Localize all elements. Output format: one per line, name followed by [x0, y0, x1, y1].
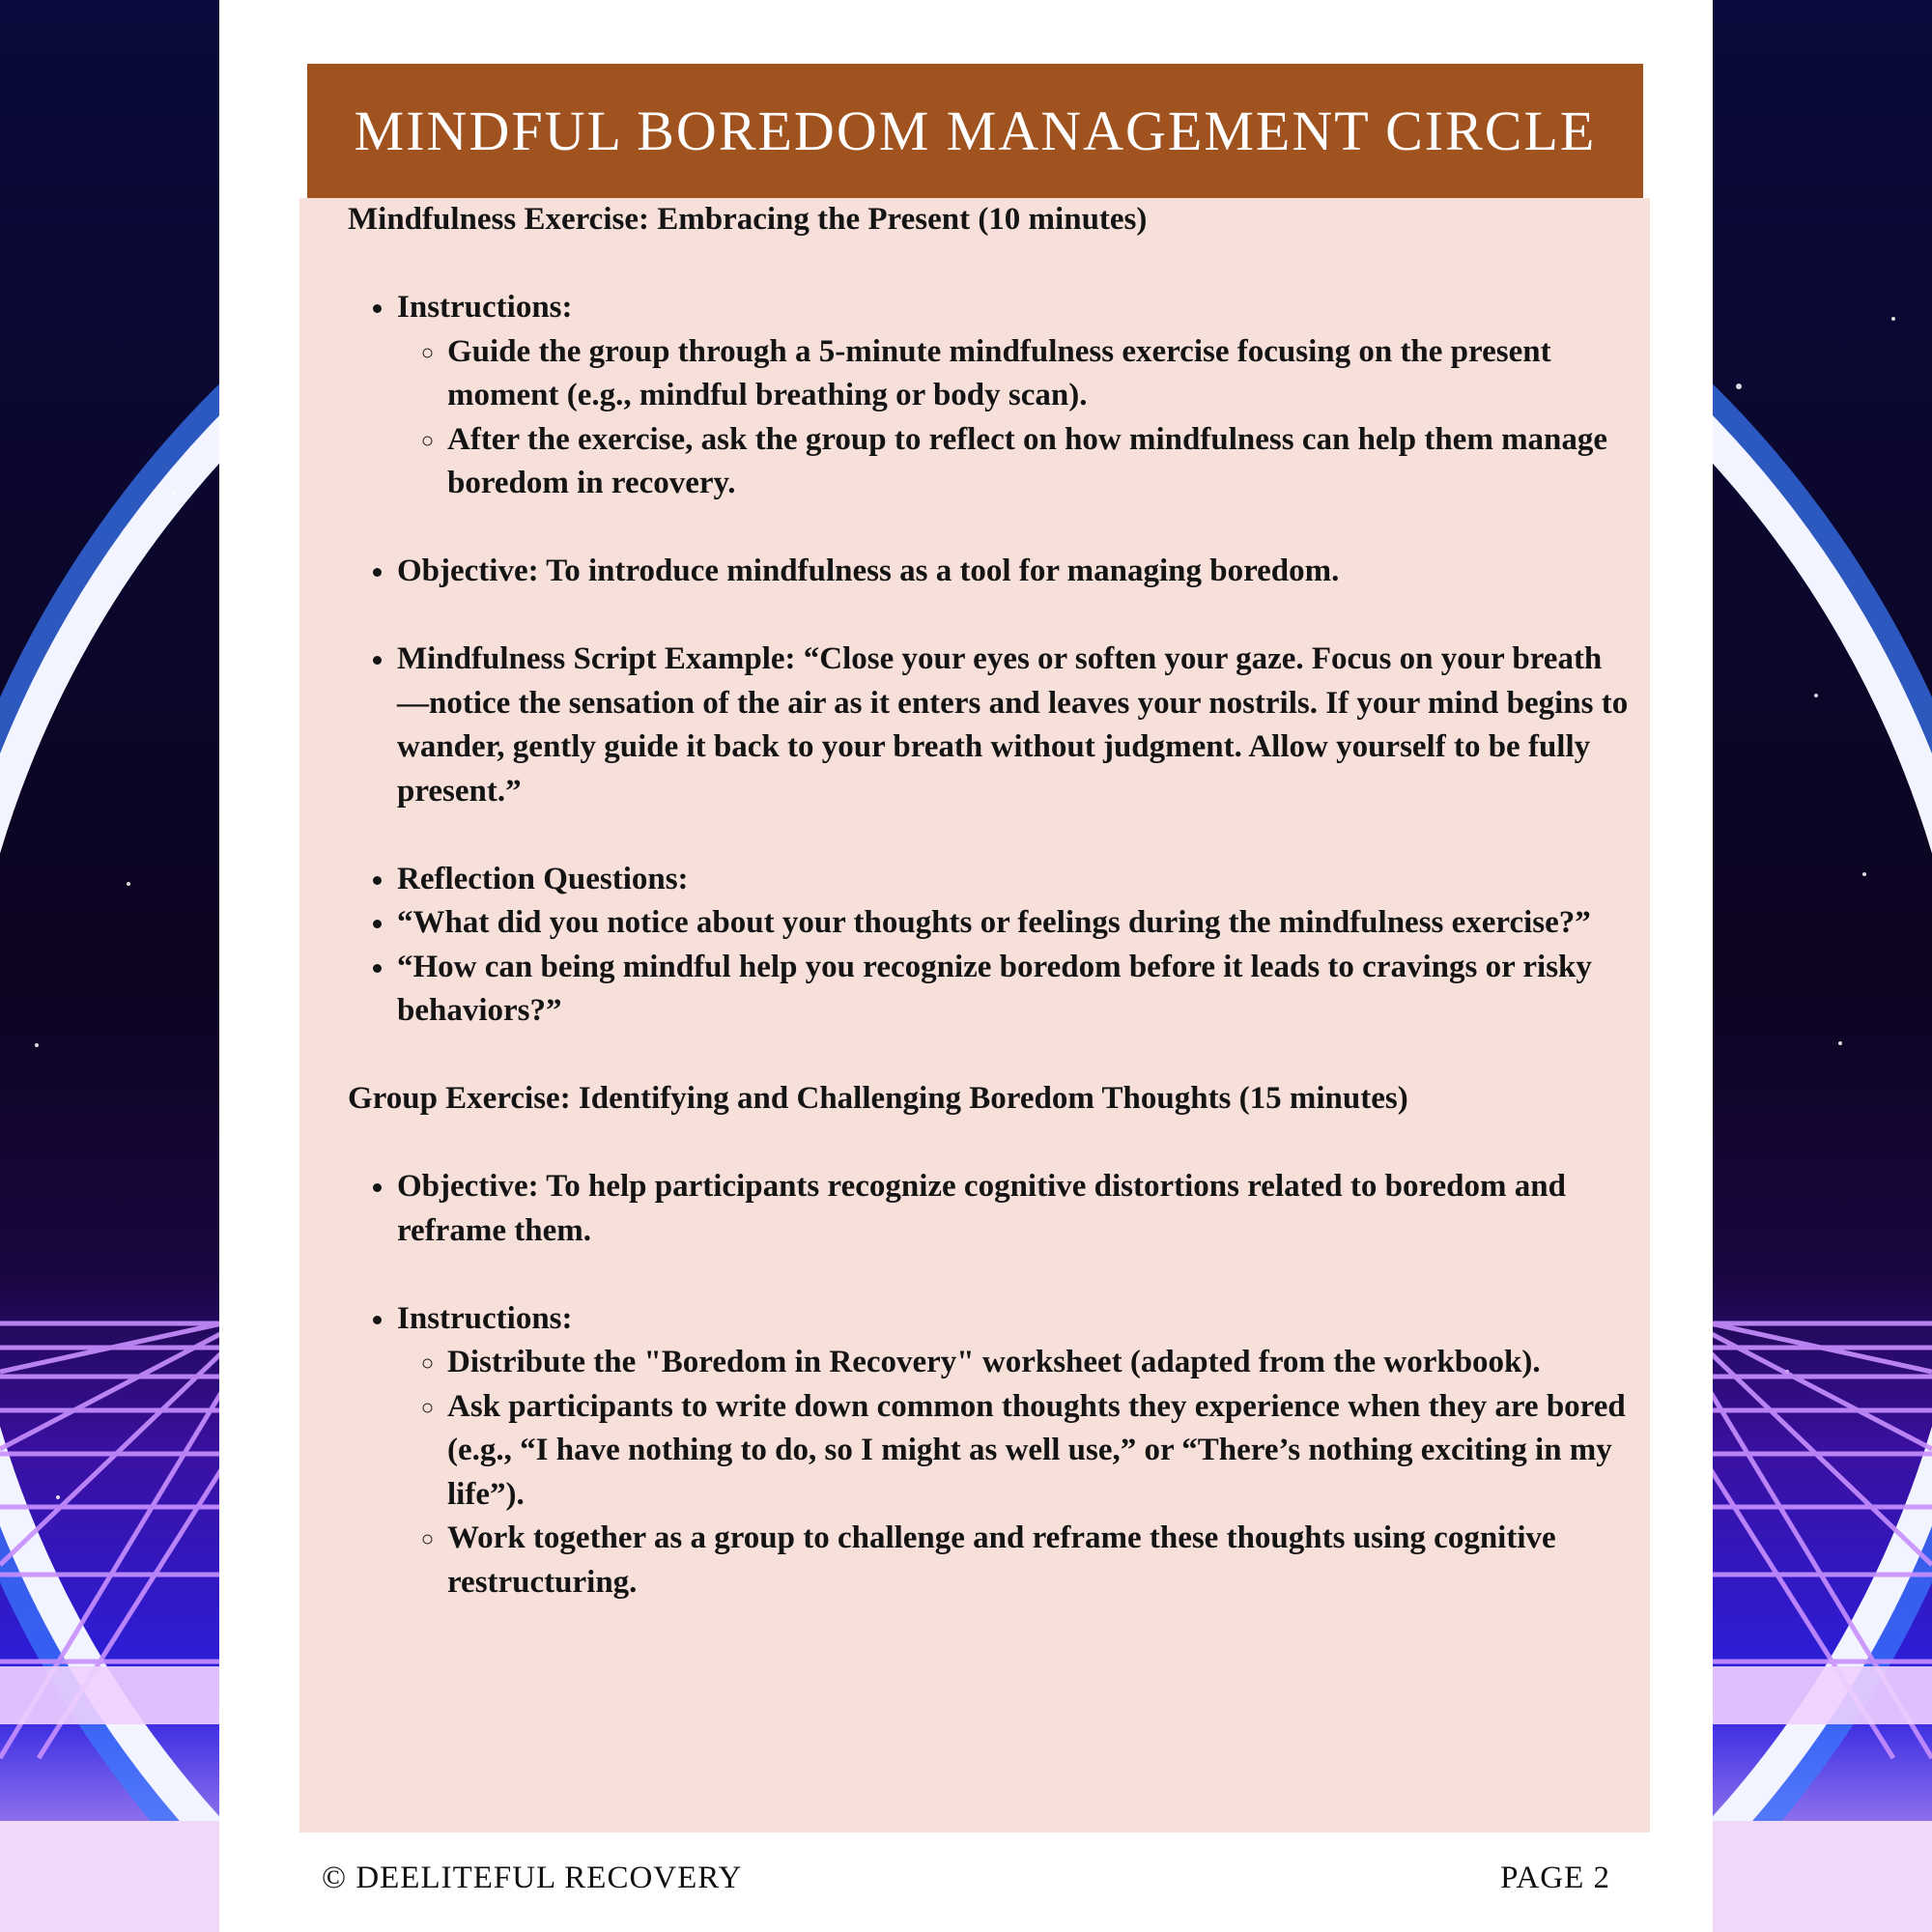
objective-list [348, 550, 1633, 594]
list-item [397, 1297, 1633, 1605]
list-item: • “How can being mindful help you recognize boredom before it leads to cravings or risky behaviors?” [397, 946, 1633, 1034]
content-body [348, 198, 1633, 1605]
section-heading-group-exercise: Group Exercise: Identifying and Challenging Boredom Thoughts (15 minutes) [348, 1081, 1408, 1116]
instructions-sublist [397, 330, 1633, 506]
mindfulness-list [348, 286, 1633, 506]
instructions-label: Instructions: [397, 1300, 573, 1336]
document-page [219, 0, 1713, 1932]
group-objective-list [348, 1165, 1633, 1253]
list-item [397, 286, 1633, 506]
script-item: • Mindfulness Script Example: “Close your eyes or soften your gaze. Focus on your breath—notice the sensation of the air as it enters and leaves your nostrils. If your mind begins to wander, gently guide it back to your breath without judgment. Allow yourself to be fully present.” [397, 638, 1633, 813]
list-item: ◦ Ask participants to write down common thoughts they experience when they are bored (e.g., “I have nothing to do, so I might as well use,” or “There’s nothing exciting in my life”). [447, 1385, 1633, 1518]
objective-item: • Objective: To help participants recognize cognitive distortions related to boredom and reframe them. [397, 1165, 1633, 1253]
instructions-label: Instructions: [397, 290, 573, 325]
page-number: PAGE 2 [1500, 1861, 1610, 1895]
reflection-list [348, 858, 1633, 1034]
list-item: ◦ Distribute the "Boredom in Recovery" worksheet (adapted from the workbook). [447, 1341, 1633, 1385]
reflection-label: • Reflection Questions: [397, 858, 1633, 902]
list-item: ◦ Work together as a group to challenge and reframe these thoughts using cognitive restructuring. [447, 1517, 1633, 1605]
list-item: • “What did you notice about your thoughts or feelings during the mindfulness exercise?” [397, 901, 1633, 946]
footer-brand: © DEELITEFUL RECOVERY [322, 1861, 743, 1895]
objective-item: • Objective: To introduce mindfulness as a tool for managing boredom. [397, 550, 1633, 594]
page-title: MINDFUL BOREDOM MANAGEMENT CIRCLE [354, 99, 1597, 162]
script-list [348, 638, 1633, 813]
list-item: ◦ After the exercise, ask the group to reflect on how mindfulness can help them manage boredom in recovery. [447, 418, 1633, 506]
list-item: ◦ Guide the group through a 5-minute mindfulness exercise focusing on the present moment (e.g., mindful breathing or body scan). [447, 330, 1633, 418]
title-banner [307, 64, 1643, 198]
instructions-sublist [397, 1341, 1633, 1605]
group-instructions-list [348, 1297, 1633, 1605]
section-heading-mindfulness: Mindfulness Exercise: Embracing the Present (10 minutes) [348, 202, 1148, 237]
content-panel [299, 198, 1650, 1833]
